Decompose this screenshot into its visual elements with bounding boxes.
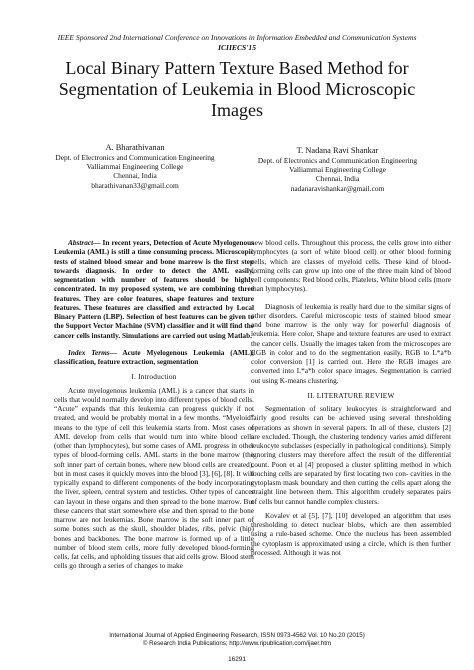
conference-acronym: ICIIECS'15 — [218, 43, 256, 52]
author-dept: Dept. of Electronics and Communication Engineering — [55, 153, 215, 162]
author-block-1 — [40, 142, 230, 190]
intro-paragraph: Acute myelogenous leukemia (AML) is a cancer that starts in cells that would normally develop into different types of blood cells. “Acute” expands that this leukemia can progress quickly if not treated, and would be probably mortal in a few months. “Myeloid” means to the type of cell this leukemia starts from. Most cases of AML develop from cells that would turn into white blood cells (other than lymphocytes), but some cases of AML progress in other types of blood-forming cells. AML starts in the bone marrow (the soft inner part of certain bones, where new blood cells are created), but in most cases it quickly moves into the blood [3], [6], [8]. It will typically expand to different components of the body incorporating the liver, spleen, central system and testicles. Other types of cancer can layout in these organs and then spread to the bone marrow. But these cancers that start somewhere else and then spread to the bone marrow are not leukemias. Bone marrow is the soft inner part of some bones such as the skull, shoulder blades, ribs, pelvic (hip) bones and backbones. The bone marrow is formed up of a little number of blood stem cells, more fully developed blood-forming cells, fat cells, and upholding tissues that aid cells grow. Blood stem cells go through a series of changes to make — [54, 385, 254, 571]
author-block-2 — [230, 145, 445, 193]
author-location: Chennai, India — [315, 174, 360, 184]
author-email: bharathivanan33@gmail.com — [91, 180, 179, 190]
paper-title — [20, 58, 454, 121]
publisher-footer: © Research India Publications; http://www.ripublication.com/ijaer.htm — [142, 640, 332, 647]
author-college: Valliammai Engineering College — [86, 162, 184, 172]
literature-paragraph-1: Segmentation of solitary leukocytes is straightforward and fairly good results can be achieved using several thresholding operations as shown in several papers. In all of these, clusters [2] are excluded. Though, the clustering tendency varies amid different leukocyte subclasses (especially in pathological conditions). Simply ignoring clusters may therefore affect the result of the differential count. Poon et al [4] proposed a cluster splitting method in which touching cells are separated by first locating two con- cavities in the cytoplasm mask boundary and then cutting the cells apart along the straight line between them. This algorithm crudely separates pairs of cells but cannot handle complex clusters. — [251, 404, 451, 506]
index-terms-body: — Acute Myelogenous Leukemia (AML), classification, feature extraction, segmentation — [54, 347, 254, 366]
index-terms — [54, 348, 254, 367]
section-heading-introduction: I. Introduction — [131, 372, 177, 382]
conference-header: IEEE Sponsored 2nd International Conference on Innovations in Information Embedded and Communication Systems — [57, 33, 417, 42]
title-line-2: Segmentation of Leukemia in Blood Microscopic — [58, 79, 416, 99]
abstract-body: — In recent years, Detection of Acute Myelogenous Leukemia (AML) is still a time consuming process. Microscopic tests of stained blood smear and bone marrow is the first step towards diagnosis. In order to detect the AML easily, segmentation with number of features should be highly concentrated. In my proposed system, we are combining three features. They are color features, shape features and texture features. These features are classified and extracted by Local Binary Pattern (LBP). Selection of best features can be given to the Support Vector Machine (SVM) classifier and it will find the cancer cells instantly. Simulations are carried out using Matlab. — [54, 238, 254, 340]
abstract — [54, 238, 254, 340]
abstract-label: Abstract — [68, 238, 94, 247]
index-terms-label: Index Terms — [68, 347, 110, 357]
section-heading-literature-review: II. LITERATURE REVIEW — [307, 390, 395, 400]
continued-paragraph: new blood cells. Throughout this process, the cells grow into either lymphocytes (a sort of white blood cell) or other blood forming cells, which are classes of myeloid cells. These kind of blood-forming cells can grow up into one of the three main kind of blood cell components: Red blood cells, Platelets, White blood cells (more than lymphocytes). — [251, 238, 451, 294]
diagnosis-paragraph: Diagnosis of leukemia is really hard due to the similar signs of other disorders. Careful microscopic tests of stained blood smear and bone marrow is the only way for powerful diagnosis of leukemia. Here color, Shape and texture features are used to extract the cancer cells. Usually the images taken from the microscopes are RGB in color and to do the segmentation easily, RGB to L*a*b color conversion [1] is carried out. Here the RGB images are converted into L*a*b color space images. Segmentation is carried out using K-means clustering. — [251, 301, 451, 385]
author-name: A. Bharathivanan — [105, 143, 165, 152]
author-dept: Dept. of Electronics and Communication Engineering — [257, 156, 418, 165]
left-column — [54, 238, 254, 571]
journal-footer: International Journal of Applied Engineering Research, ISSN 0973-4562 Vol. 10 No.20 (2015) — [109, 632, 365, 639]
page-number: 16291 — [228, 656, 246, 663]
literature-paragraph-2: Kovalev et al [5], [7], [10] developed an algorithm that uses thresholding to detect nuclear blobs, which are then assembled using a rule-based scheme. Once the nucleus has been assembled the cytoplasm is approximated using a circle, which is then further processed. Although it was not — [251, 510, 451, 557]
author-location: Chennai, India — [113, 171, 157, 181]
right-column — [251, 238, 451, 557]
author-college: Valliammai Engineering College — [289, 165, 386, 175]
title-line-1: Local Binary Pattern Texture Based Method for — [65, 58, 409, 78]
author-email: nadanaravishankar@gmail.com — [290, 183, 385, 193]
author-name: T. Nadana Ravi Shankar — [296, 146, 379, 155]
title-line-3: Images — [211, 100, 263, 120]
